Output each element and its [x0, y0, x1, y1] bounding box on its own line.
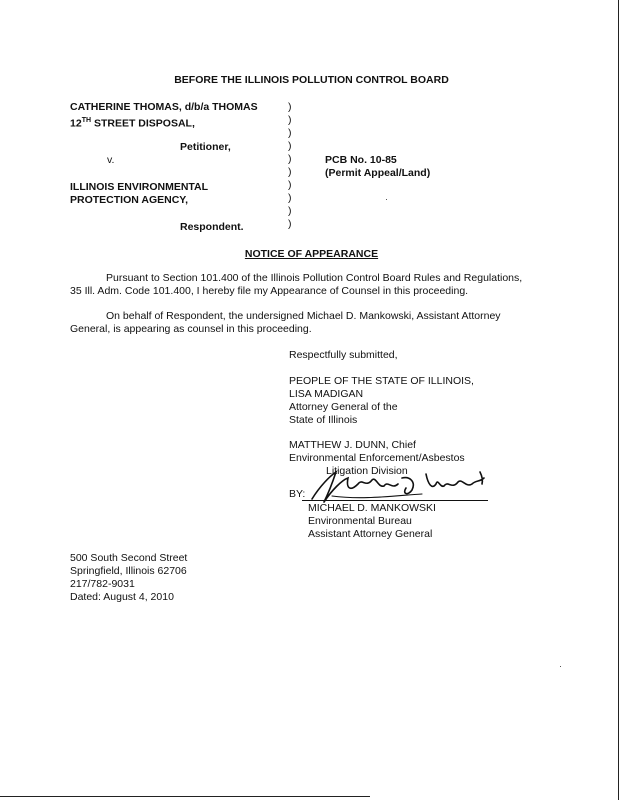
caption-paren: ) [288, 127, 292, 139]
paragraph-2-line-2: General, is appearing as counsel in this proceeding. [70, 323, 312, 335]
versus-label: v. [107, 154, 115, 166]
page-border-right [618, 0, 619, 800]
caption-paren: ) [288, 140, 292, 152]
notice-title: NOTICE OF APPEARANCE [244, 248, 379, 260]
respondent-role: Respondent. [180, 221, 244, 233]
signer-bureau: Environmental Bureau [308, 515, 412, 527]
case-number: PCB No. 10-85 [325, 154, 397, 166]
case-type: (Permit Appeal/Land) [325, 167, 431, 179]
signer-name: MICHAEL D. MANKOWSKI [308, 502, 436, 514]
caption-paren: ) [288, 114, 292, 126]
by-label: BY: [289, 488, 306, 500]
caption-paren: ) [288, 205, 292, 217]
caption-paren: ) [288, 192, 292, 204]
sig-line-7: Litigation Division [326, 465, 408, 477]
petitioner-name-line1: CATHERINE THOMAS, d/b/a THOMAS [70, 101, 258, 113]
sig-line-6: Environmental Enforcement/Asbestos [289, 452, 465, 464]
respondent-name-line2: PROTECTION AGENCY, [70, 194, 189, 206]
board-heading: BEFORE THE ILLINOIS POLLUTION CONTROL BOARD [174, 74, 449, 86]
page-border-bottom [0, 796, 370, 797]
respondent-name-line1: ILLINOIS ENVIRONMENTAL [70, 181, 209, 193]
petitioner-name-line2: 12TH STREET DISPOSAL, [70, 117, 195, 130]
sig-line-4: State of Illinois [289, 414, 358, 426]
sig-line-5: MATTHEW J. DUNN, Chief [289, 439, 416, 451]
signer-title: Assistant Attorney General [308, 528, 433, 540]
sig-line-1: PEOPLE OF THE STATE OF ILLINOIS, [289, 375, 474, 387]
petitioner-role: Petitioner, [180, 141, 231, 153]
caption-paren: ) [288, 218, 292, 230]
caption-paren: ) [288, 179, 292, 191]
caption-paren: ) [288, 101, 292, 113]
scan-speck [560, 666, 561, 667]
sig-line-2: LISA MADIGAN [289, 388, 364, 400]
closing: Respectfully submitted, [289, 349, 398, 361]
signature-line [302, 500, 488, 501]
sig-line-3: Attorney General of the [289, 401, 398, 413]
paragraph-1-line-1: Pursuant to Section 101.400 of the Illinois Pollution Control Board Rules and Regulations, [106, 272, 523, 284]
scan-speck [386, 199, 387, 200]
address-phone: 217/782-9031 [70, 578, 135, 590]
paragraph-1-line-2: 35 Ill. Adm. Code 101.400, I hereby file my Appearance of Counsel in this proceeding. [70, 285, 469, 297]
address-city: Springfield, Illinois 62706 [70, 565, 187, 577]
caption-paren: ) [288, 153, 292, 165]
paragraph-2-line-1: On behalf of Respondent, the undersigned Michael D. Mankowski, Assistant Attorney [106, 310, 501, 322]
caption-paren: ) [288, 166, 292, 178]
document-date: Dated: August 4, 2010 [70, 591, 174, 603]
address-street: 500 South Second Street [70, 552, 188, 564]
